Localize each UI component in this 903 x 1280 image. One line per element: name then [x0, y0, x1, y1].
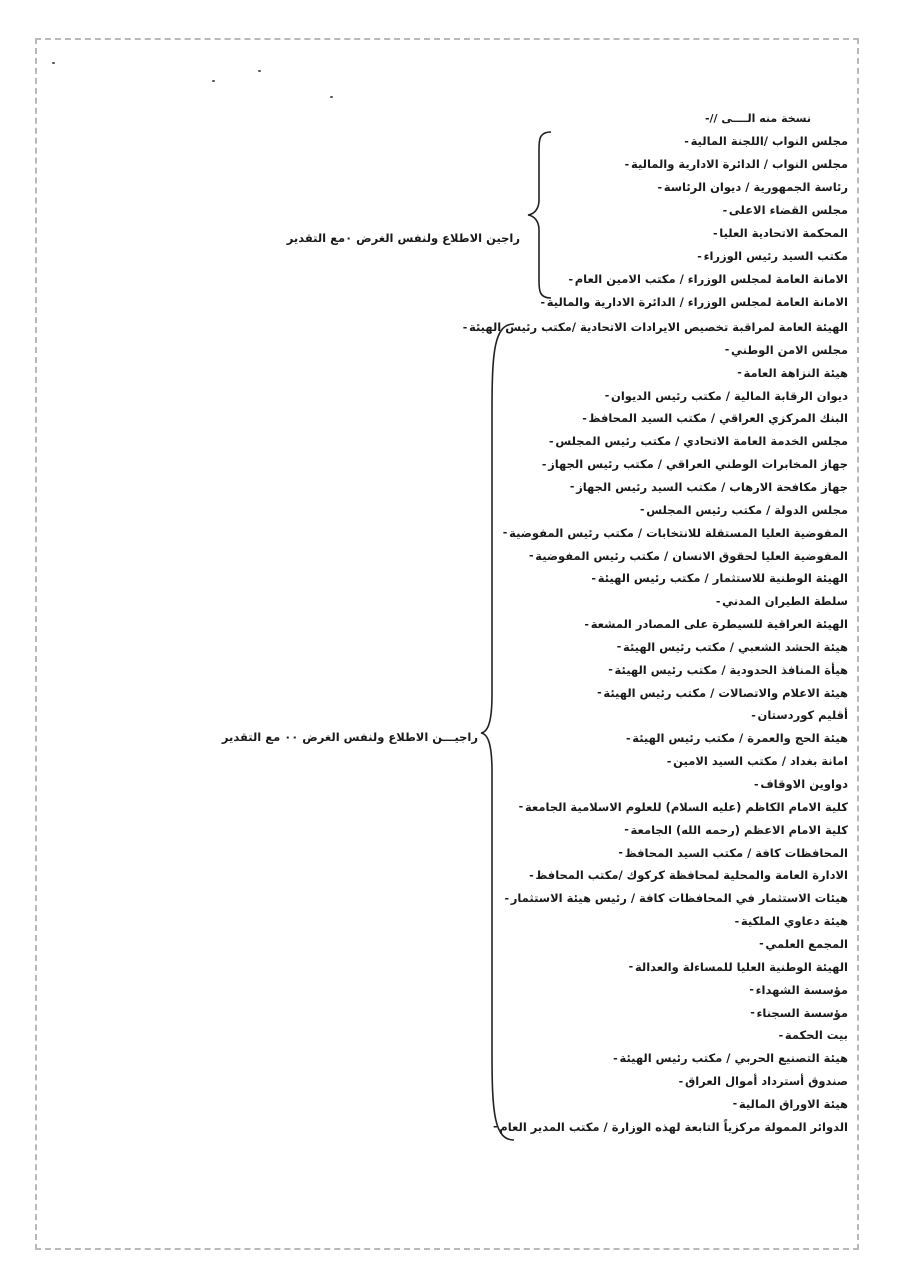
recipient-label: مجلس الدولة / مكتب رئيس المجلس	[646, 502, 848, 517]
recipient-item	[717, 364, 848, 382]
recipient-item	[509, 547, 848, 565]
list-bullet: -	[584, 617, 589, 631]
recipient-label: المحافظات كافة / مكتب السيد المحافظ	[624, 845, 848, 860]
recipient-item	[730, 981, 848, 999]
list-bullet: -	[737, 366, 742, 380]
recipient-item	[696, 592, 848, 610]
recipient-label: هيئة الحج والعمرة / مكتب رئيس الهيئة	[632, 731, 848, 746]
recipient-item	[473, 1118, 848, 1136]
recipient-item	[522, 455, 848, 473]
recipient-item	[659, 1072, 848, 1090]
recipient-item	[599, 844, 848, 862]
recipient-label: أقليم كوردستان	[757, 708, 848, 723]
recipient-item	[604, 821, 848, 839]
recipient-label: هيئات الاستثمار في المحافظات كافة / رئيس هيئة الاستثمار	[510, 891, 848, 906]
recipient-item	[550, 478, 848, 496]
recipient-item	[483, 524, 848, 542]
recipient-item	[759, 1026, 848, 1044]
group-2-note: راجيـــن الاطلاع ولنفس الغرض ٠٠ مع التقدير	[221, 730, 478, 744]
recipient-item	[529, 432, 848, 450]
list-bullet: -	[732, 1097, 738, 1111]
recipient-item	[732, 706, 848, 724]
recipient-label: بيت الحكمة	[784, 1028, 848, 1043]
list-bullet: -	[492, 1120, 498, 1134]
recipient-label: البنك المركزي العراقي / مكتب السيد المحافظ	[588, 411, 848, 426]
recipient-item	[563, 409, 849, 427]
recipient-label: هيئة الاعلام والاتصالات / مكتب رئيس الهيئة	[603, 685, 848, 700]
recipient-item	[734, 775, 848, 793]
recipient-label: هيأة المنافذ الحدودية / مكتب رئيس الهيئة	[614, 662, 848, 677]
list-bullet: -	[640, 503, 645, 517]
list-bullet: -	[528, 549, 534, 562]
recipient-label: جهاز مكافحة الارهاب / مكتب السيد رئيس الجهاز	[576, 479, 848, 494]
list-bullet: -	[678, 1074, 684, 1088]
list-bullet: -	[582, 411, 587, 425]
scan-speck	[212, 80, 215, 82]
list-bullet: -	[625, 731, 631, 745]
recipient-label: الامانة العامة لمجلس الوزراء / مكتب الامين العام	[574, 272, 848, 286]
recipient-label: الدوائر الممولة مركزياً التابعة لهذه الوزارة / مكتب المدير العام	[499, 1119, 848, 1134]
recipient-item	[485, 889, 848, 907]
copy-to-header: نسخة منه الــــى //-	[704, 112, 811, 125]
recipient-item	[565, 615, 848, 633]
list-bullet: -	[608, 663, 613, 677]
recipient-label: كلية الامام الاعظم (رحمه الله) الجامعة	[630, 822, 848, 837]
recipient-label: الادارة العامة والمحلية لمحافظة كركوك /مكتب المحافظ	[535, 868, 848, 883]
recipient-label: جهاز المخابرات الوطني العراقي / مكتب رئيس الجهاز	[548, 457, 848, 472]
recipient-label: دواوين الاوقاف	[760, 777, 848, 791]
scan-speck	[330, 96, 333, 98]
list-bullet: -	[502, 526, 508, 540]
list-bullet: -	[684, 134, 689, 148]
list-bullet: -	[624, 157, 630, 171]
list-bullet: -	[613, 1051, 618, 1065]
recipient-item	[549, 270, 848, 288]
list-bullet: -	[462, 320, 468, 334]
list-bullet: -	[749, 983, 754, 997]
list-bullet: -	[518, 800, 524, 814]
recipient-item	[703, 201, 848, 219]
recipient-label: المجمع العلمي	[765, 936, 848, 951]
recipient-label: مكتب السيد رئيس الوزراء	[703, 249, 848, 263]
recipient-item	[605, 155, 848, 173]
recipient-label: الهيئة العراقية للسيطرة على المصادر المشعة	[590, 617, 848, 632]
recipient-item	[620, 501, 848, 519]
recipient-label: سلطة الطيران المدني	[722, 594, 848, 609]
recipient-item	[585, 387, 848, 405]
recipient-item	[647, 752, 848, 770]
list-bullet: -	[778, 1028, 784, 1042]
recipient-label: ديوان الرقابة المالية / مكتب رئيس الديوان	[611, 388, 848, 403]
list-bullet: -	[628, 960, 634, 974]
recipient-label: مجلس الخدمة العامة الاتحادي / مكتب رئيس المجلس	[555, 434, 848, 449]
list-bullet: -	[568, 272, 574, 286]
recipient-label: مجلس الامن الوطني	[731, 342, 848, 357]
recipient-item	[713, 1095, 848, 1113]
recipient-label: الهيئة العامة لمراقبة تخصيص الايرادات الاتحادية /مكتب رئيس الهيئة	[469, 320, 848, 334]
recipient-item	[589, 661, 848, 679]
list-bullet: -	[697, 249, 702, 263]
recipient-label: الهيئة الوطنية للاستثمار / مكتب رئيس الهيئة	[597, 571, 848, 586]
recipient-item	[638, 178, 848, 196]
recipient-label: المفوضية العليا المستقلة للانتخابات / مكتب رئيس المفوضية	[509, 525, 848, 540]
list-bullet: -	[591, 571, 596, 585]
recipient-label: المحكمة الاتحادية العليا	[719, 226, 848, 240]
list-bullet: -	[750, 1006, 755, 1019]
recipient-label: مؤسسة السجناء	[756, 1005, 848, 1020]
list-bullet: -	[618, 846, 623, 860]
recipient-label: مجلس النواب /اللجنة المالية	[690, 134, 848, 148]
list-bullet: -	[666, 754, 672, 768]
list-bullet: -	[754, 777, 759, 791]
recipient-item	[609, 958, 848, 976]
recipient-label: هيئة التصنيع الحربي / مكتب رئيس الهيئة	[619, 1051, 848, 1066]
recipient-label: الامانة العامة لمجلس الوزراء / الدائرة الادارية والمالية	[546, 295, 848, 309]
recipient-label: رئاسة الجمهورية / ديوان الرئاسة	[663, 180, 848, 194]
list-bullet: -	[712, 226, 718, 240]
recipient-item	[678, 247, 848, 265]
list-bullet: -	[540, 295, 546, 309]
recipient-label: امانة بغداد / مكتب السيد الامين	[673, 754, 848, 769]
recipient-label: هيئة النزاهة العامة	[743, 365, 848, 380]
recipient-label: مؤسسة الشهداء	[755, 982, 848, 997]
recipient-item	[739, 935, 848, 953]
recipient-label: هيئة دعاوي الملكية	[740, 914, 848, 929]
list-bullet: -	[722, 203, 728, 217]
recipient-label: هيئة الاوراق المالية	[738, 1096, 848, 1111]
list-bullet: -	[724, 343, 730, 357]
recipient-label: مجلس النواب / الدائرة الادارية والمالية	[630, 157, 848, 171]
recipient-item	[521, 293, 848, 311]
recipient-item	[693, 224, 848, 242]
scan-speck	[52, 62, 55, 64]
recipient-label: هيئة الحشد الشعبي / مكتب رئيس الهيئة	[622, 639, 848, 654]
recipient-item	[577, 684, 848, 702]
group-1-note: راجين الاطلاع ولنفس الغرض ٠مع التقدير	[286, 231, 520, 245]
grouping-brace-1	[525, 130, 555, 300]
recipient-item	[705, 341, 848, 359]
list-bullet: -	[751, 708, 756, 722]
recipient-item	[606, 729, 848, 747]
list-bullet: -	[759, 937, 764, 951]
list-bullet: -	[616, 640, 622, 654]
recipient-item	[593, 1049, 848, 1067]
list-bullet: -	[597, 686, 602, 700]
list-bullet: -	[624, 823, 629, 837]
recipient-item	[499, 798, 848, 816]
recipient-label: كلية الامام الكاظم (عليه السلام) للعلوم الاسلامية الجامعة	[524, 799, 848, 814]
recipient-item	[731, 1004, 848, 1022]
recipient-label: المفوضية العليا لحقوق الانسان / مكتب رئيس المفوضية	[535, 548, 848, 563]
scan-speck	[258, 70, 261, 72]
grouping-brace-2	[478, 322, 518, 1142]
recipient-item	[572, 569, 848, 587]
list-bullet: -	[604, 389, 610, 403]
list-bullet: -	[715, 594, 721, 608]
recipient-label: الهيئة الوطنية العليا للمساءلة والعدالة	[634, 959, 848, 974]
list-bullet: -	[734, 914, 740, 928]
list-bullet: -	[569, 480, 575, 494]
recipient-label: صندوق أسترداد أموال العراق	[684, 1074, 848, 1089]
recipient-item	[509, 866, 848, 884]
recipient-item	[665, 132, 848, 150]
list-bullet: -	[541, 457, 547, 471]
recipient-item	[715, 912, 848, 930]
recipient-label: مجلس القضاء الاعلى	[728, 203, 848, 217]
list-bullet: -	[657, 180, 663, 194]
list-bullet: -	[529, 868, 534, 882]
list-bullet: -	[549, 434, 554, 448]
list-bullet: -	[504, 891, 510, 905]
recipient-item	[597, 638, 848, 656]
